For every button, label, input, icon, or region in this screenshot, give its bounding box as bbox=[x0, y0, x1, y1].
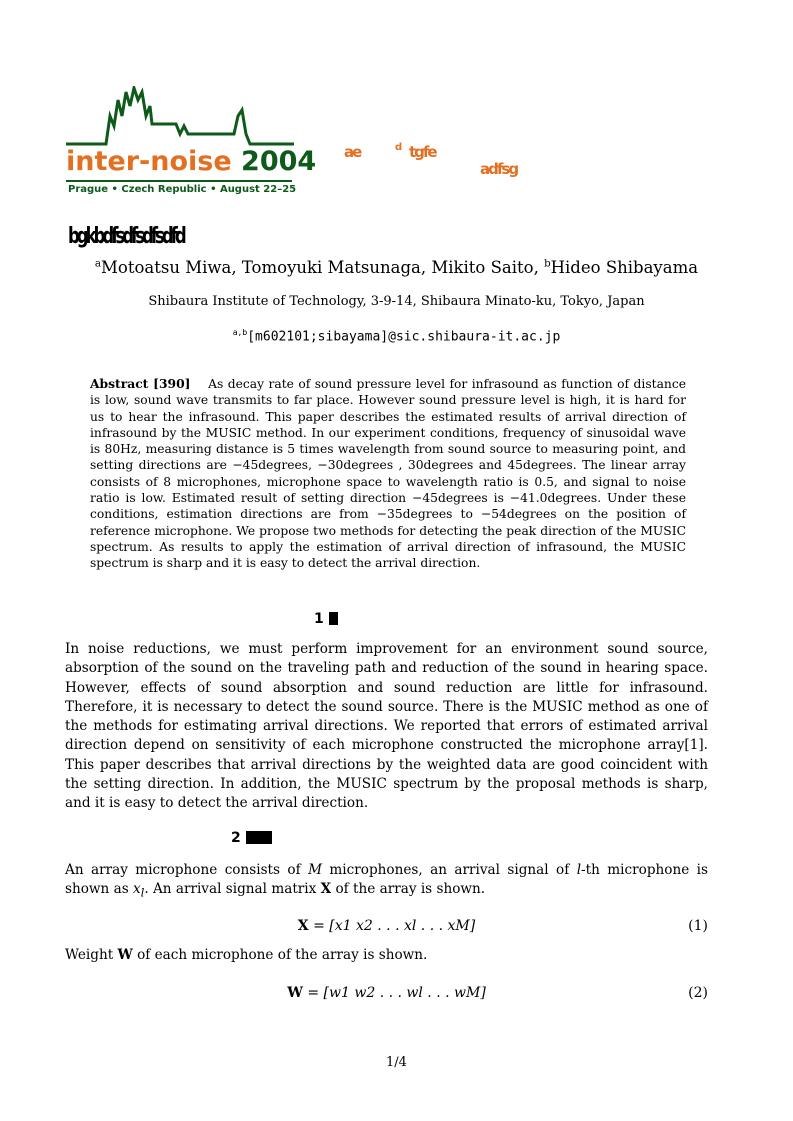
equation-2-lhs: W bbox=[287, 985, 303, 1001]
paper-title: bgkbdfsdfsdfsdfd bbox=[68, 224, 184, 249]
section-2-heading bbox=[231, 830, 272, 846]
header-glyph-4: adfsg bbox=[480, 160, 518, 178]
equation-1 bbox=[65, 918, 708, 938]
email-address[interactable]: [m602101;sibayama]@sic.shibaura-it.ac.jp bbox=[247, 329, 561, 345]
abstract-text: As decay rate of sound pressure level for infrasound as function of distance is low, sound wave transmits to far place. However sound pressure level is high, it is hard for us to hear the infrasound. This paper describes the estimated results of arrival direction of infrasound by the MUSIC method. In our experiment conditions, frequency of sinusoidal wave is 80Hz, measuring distance is 5 times wavelength from sound source to measuring point, and setting directions are −45degrees, −30degrees , 30degrees and 45degrees. The linear array consists of 8 microphones, microphone space to wavelength ratio is 0.5, and signal to noise ratio is low. Estimated result of setting direction −45degrees is −41.0degrees. Under these conditions, estimation directions are from −35degrees to −54degrees on the position of reference microphone. We propose two methods for detecting the peak direction of the MUSIC spectrum. As results to apply the estimation of arrival direction of infrasound, the MUSIC spectrum is sharp and it is easy to detect the arrival direction. bbox=[90, 377, 686, 571]
author-list bbox=[0, 258, 793, 277]
section-1-number: 1 bbox=[314, 611, 324, 627]
equation-1-lhs: X bbox=[297, 918, 309, 934]
email-marks: a,b bbox=[232, 328, 248, 337]
author-mark-a: a bbox=[94, 258, 102, 270]
equation-2 bbox=[65, 985, 708, 1005]
header-glyph-3: tgfe bbox=[409, 143, 436, 161]
section-2-paragraph-2: Weight W of each microphone of the array is shown. bbox=[65, 947, 428, 963]
section-2-paragraph-1: An array microphone consists of M microphones, an arrival signal of l-th microphone is shown as $x_l$. An arrival signal matrix X of the array is shown. bbox=[65, 862, 708, 901]
abstract-label: Abstract [390] bbox=[90, 376, 191, 391]
author-mark-b: b bbox=[544, 258, 551, 270]
email bbox=[0, 328, 793, 344]
section-2-number: 2 bbox=[231, 830, 241, 846]
section-1-paragraph: In noise reductions, we must perform improvement for an environment sound source, absorption of the sound on the traveling path and reduction of the sound in hearing space. However, effects of sound absorption and sound reduction are little for infrasound. Therefore, it is necessary to detect the sound source. There is the MUSIC method as one of the methods for estimating arrival directions. We reported that errors of estimated arrival direction depend on sensitivity of each microphone constructed the microphone array[1]. This paper describes that arrival directions by the weighted data are good coincident with the setting direction. In addition, the MUSIC spectrum by the proposal methods is sharp, and it is easy to detect the arrival direction. bbox=[65, 641, 708, 812]
equation-2-rhs: = [w1 w2 . . . wl . . . wM] bbox=[307, 985, 486, 1001]
authors-b: Hideo Shibayama bbox=[550, 258, 699, 277]
logo-title bbox=[66, 146, 316, 177]
affiliation: Shibaura Institute of Technology, 3-9-14, Shibaura Minato-ku, Tokyo, Japan bbox=[148, 294, 645, 309]
abstract bbox=[90, 376, 686, 572]
section-2-title-redacted bbox=[246, 831, 272, 844]
equation-1-number: (1) bbox=[688, 918, 708, 934]
logo-subtitle: Prague • Czech Republic • August 22–25 bbox=[68, 184, 297, 195]
logo-title-left: inter-noise bbox=[66, 146, 232, 177]
header-glyph-2: d bbox=[395, 142, 401, 153]
authors-a: Motoatsu Miwa, Tomoyuki Matsunaga, Mikito Saito, bbox=[101, 258, 545, 277]
page-number: 1/4 bbox=[386, 1055, 407, 1070]
logo-waveform bbox=[66, 88, 294, 144]
equation-1-rhs: = [x1 x2 . . . xl . . . xM] bbox=[313, 918, 476, 934]
logo-title-year: 2004 bbox=[241, 146, 317, 177]
section-1-title-redacted bbox=[329, 612, 338, 625]
equation-2-number: (2) bbox=[688, 985, 708, 1001]
logo-rule bbox=[66, 180, 292, 182]
section-1-heading bbox=[314, 611, 338, 627]
header-glyph-1: ae bbox=[344, 143, 361, 161]
